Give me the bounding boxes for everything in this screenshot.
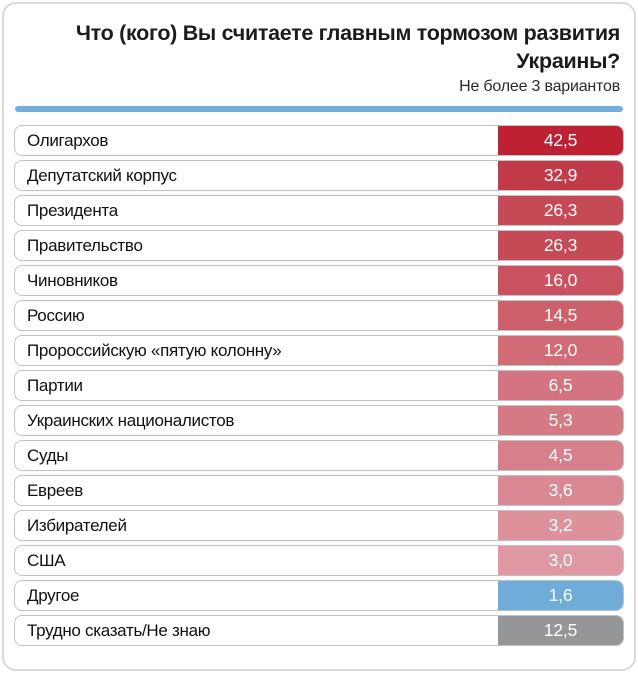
category-label: Олигархов [27, 130, 109, 150]
results-list [14, 125, 624, 646]
value-badge: 5,3 [498, 406, 623, 435]
category-label: Избирателей [27, 515, 127, 535]
result-row [14, 475, 624, 506]
result-row [14, 545, 624, 576]
category-label: Суды [27, 445, 69, 465]
value-badge: 42,5 [498, 126, 623, 155]
value-badge: 6,5 [498, 371, 623, 400]
category-label: Другое [27, 585, 80, 605]
question-title-line1: Что (кого) Вы считаете главным тормозом развития [75, 21, 620, 45]
result-row [14, 615, 624, 646]
category-label: Россию [27, 305, 85, 325]
result-row [14, 230, 624, 261]
value-badge: 14,5 [498, 301, 623, 330]
result-row [14, 265, 624, 296]
category-label: США [27, 550, 66, 570]
result-row [14, 195, 624, 226]
value-badge: 3,2 [498, 511, 623, 540]
value-badge: 26,3 [498, 231, 623, 260]
result-row [14, 370, 624, 401]
question-title-line2: Украины? [516, 49, 620, 73]
result-row [14, 160, 624, 191]
result-row [14, 300, 624, 331]
category-label: Президента [27, 200, 118, 220]
category-label: Трудно сказать/Не знаю [27, 620, 211, 640]
category-label: Правительство [27, 235, 143, 255]
result-row [14, 125, 624, 156]
value-badge: 3,6 [498, 476, 623, 505]
value-badge: 32,9 [498, 161, 623, 190]
header [4, 4, 634, 98]
value-badge: 4,5 [498, 441, 623, 470]
question-subtitle: Не более 3 вариантов [459, 78, 620, 95]
result-row [14, 510, 624, 541]
result-row [14, 335, 624, 366]
survey-card [2, 2, 636, 671]
result-row [14, 405, 624, 436]
value-badge: 16,0 [498, 266, 623, 295]
result-row [14, 580, 624, 611]
category-label: Украинских националистов [27, 410, 235, 430]
divider-bar [15, 106, 623, 112]
category-label: Партии [27, 375, 83, 395]
value-badge: 12,0 [498, 336, 623, 365]
category-label: Чиновников [27, 270, 118, 290]
value-badge: 12,5 [498, 616, 623, 645]
category-label: Депутатский корпус [27, 165, 177, 185]
value-badge: 1,6 [498, 581, 623, 610]
question-title [18, 19, 620, 75]
value-badge: 26,3 [498, 196, 623, 225]
value-badge: 3,0 [498, 546, 623, 575]
result-row [14, 440, 624, 471]
category-label: Пророссийскую «пятую колонну» [27, 340, 282, 360]
category-label: Евреев [27, 480, 83, 500]
